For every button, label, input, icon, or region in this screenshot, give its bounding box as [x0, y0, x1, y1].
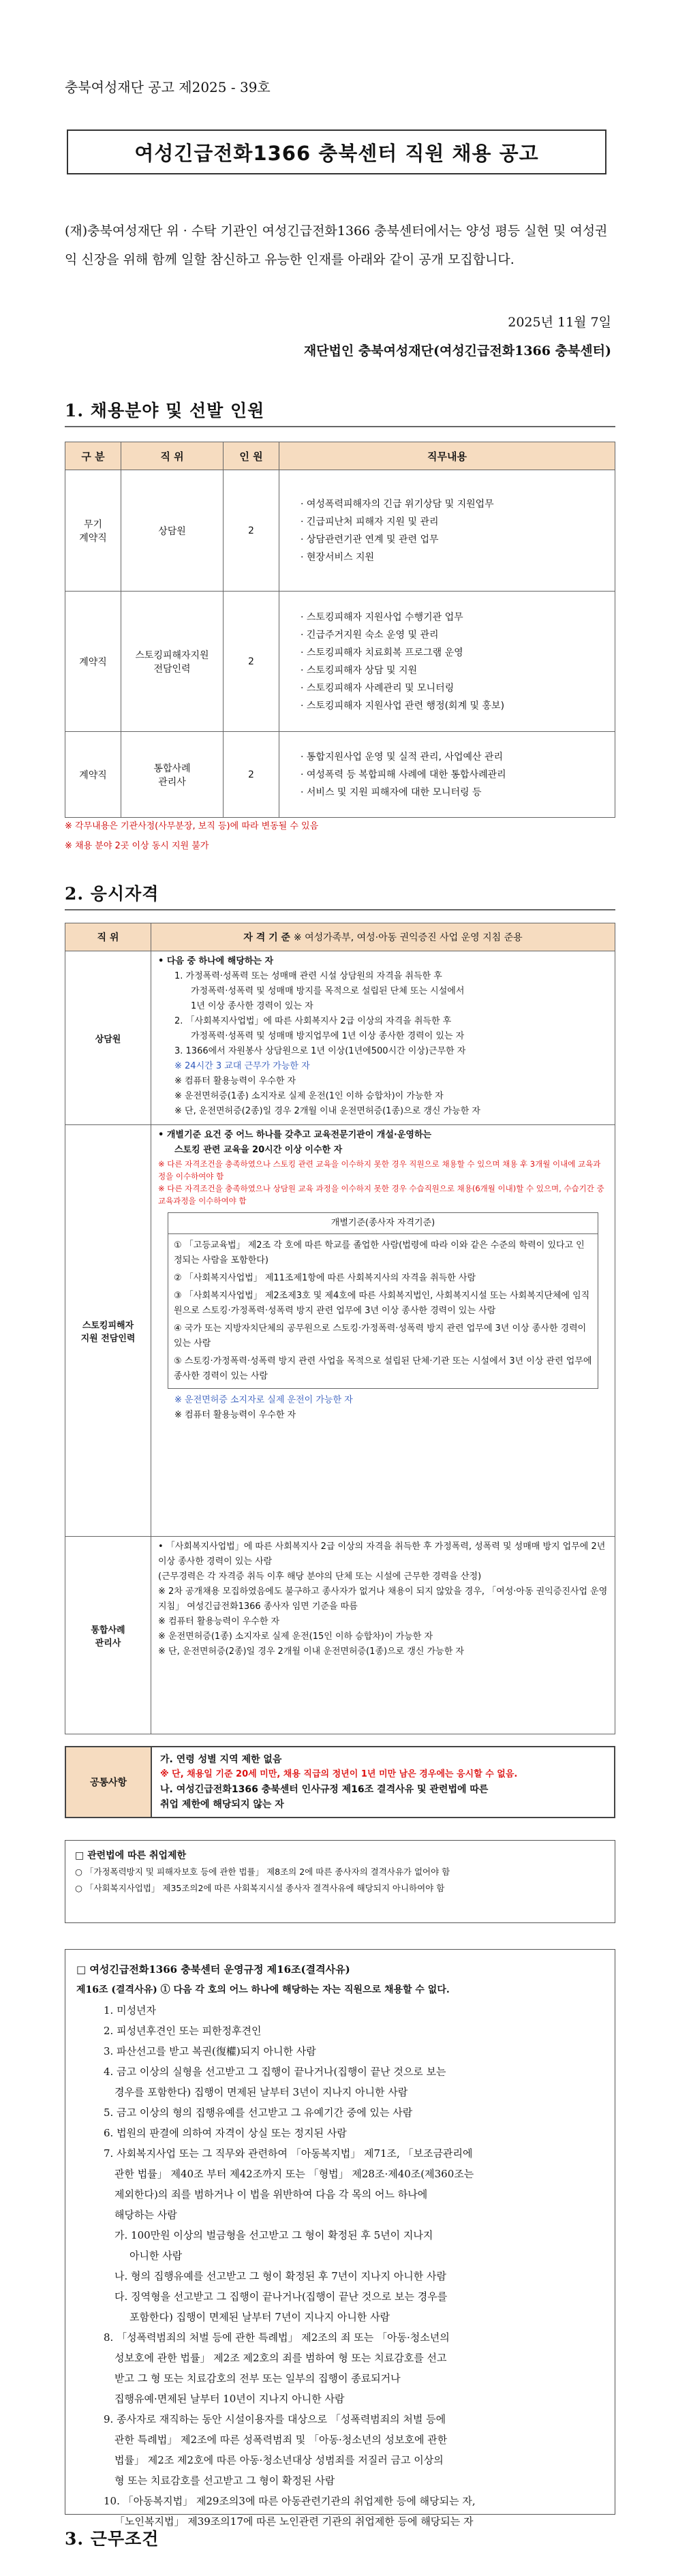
criteria-line: 2. 「사회복지사업법」에 따른 사회복지사 2급 이상의 자격을 취득한 후: [174, 1016, 452, 1026]
disqualification-box: [65, 1949, 615, 2528]
cell-count: 2: [224, 592, 279, 732]
cell-position: 스토킹피해자 지원 전담인력: [65, 1125, 151, 1537]
box-item: ③ 「사회복지사업법」 제2조제3호 및 제4호에 따른 사회복지법인, 사회복지시설 또는 사회복지단체에 임직원으로 스토킹·가정폭력·성폭력 방지 관련 업무에 3년 이상 종사한 경력이 있는 사람: [174, 1291, 590, 1316]
cell-type: 계약직: [65, 592, 121, 732]
disqualification-item: 경우를 포함한다) 집행이 면제된 날부터 3년이 지나지 아니한 사람: [114, 2086, 408, 2098]
table-header-row: [65, 923, 615, 951]
disqualification-item: 관한 특례법」 제2조에 따른 성폭력범죄 및 「아동·청소년의 성보호에 관한: [114, 2434, 448, 2446]
box-title: 개별기준(종사자 자격기준): [168, 1213, 598, 1234]
table-header-row: [65, 442, 615, 470]
duty-item: · 스토킹피해자 지원사업 관련 행정(회계 및 홍보): [301, 697, 614, 715]
criteria-line: 3. 1366에서 자원봉사 상담원으로 1년 이상(1년에500시간 이상)근무한 자: [174, 1046, 466, 1056]
title-box: [67, 129, 606, 174]
common-line: 나. 여성긴급전화1366 충북센터 인사규정 제16조 결격사유 및 관련법에 따른: [160, 1784, 489, 1795]
cell-position: 통합사례 관리사: [65, 1537, 151, 1734]
criteria-note: ※ 컴퓨터 활용능력이 우수한 자: [174, 1410, 296, 1420]
criteria-line: • 개별기준 요건 중 어느 하나를 갖추고 교육전문기관이 개설·운영하는: [158, 1130, 432, 1140]
disqualification-item: 법률」 제2조 제2호에 따른 아동·청소년대상 성범죄를 저질러 금고 이상의: [114, 2454, 444, 2466]
table-row: [65, 592, 615, 732]
duty-item: · 여성폭력피해자의 긴급 위기상담 및 지원업무: [301, 495, 614, 513]
cell-duties: [279, 732, 615, 818]
section-divider: [65, 909, 615, 910]
box-item: ⑤ 스토킹·가정폭력·성폭력 방지 관련 사업을 목적으로 설립된 단체·기관 또는 시설에서 3년 이상 관련 업무에 종사한 경력이 있는 사람: [174, 1356, 592, 1381]
cell-position: 상담원: [121, 470, 224, 592]
cell-duties: [279, 592, 615, 732]
criteria-line: ※ 2차 공개채용 모집하였음에도 불구하고 종사자가 없거나 채용이 되지 않았을 경우, 「여성·아동 권익증진사업 운영 지침」 여성긴급전화1366 종사자 임면 기준을 따름: [158, 1586, 608, 1612]
common-requirements-table: [65, 1746, 615, 1818]
disqualification-item: 포함한다) 집행이 면제된 날부터 7년이 지나지 아니한 사람: [129, 2311, 390, 2323]
criteria-line: 1. 가정폭력·성폭력 또는 성매매 관련 시설 상담원의 자격을 취득한 후: [174, 971, 442, 981]
criteria-red-note: ※ 다른 자격조건을 충족하였으나 상담원 교육 과정을 이수하지 못한 경우 수습직원으로 채용(6개월 이내)할 수 있으며, 수습기간 중 교육과정을 이수하여야 함: [158, 1184, 604, 1206]
section-heading-recruitment: 1. 채용분야 및 선발 인원: [65, 401, 265, 420]
disqualification-item: 다. 징역형을 선고받고 그 집행이 끝나거나(집행이 끝난 것으로 보는 경우를: [114, 2290, 448, 2303]
recruitment-table: [65, 442, 615, 818]
criteria-red-note: ※ 다른 자격조건을 충족하였으나 스토킹 관련 교육을 이수하지 못한 경우 직원으로 채용할 수 있으며 채용 후 3개월 이내에 교육과정을 이수하여야 함: [158, 1159, 601, 1181]
criteria-line: • 「사회복지사업법」에 따른 사회복지사 2급 이상의 자격을 취득한 후 가정폭력, 성폭력 및 성매매 방지 업무에 2년 이상 종사한 경력이 있는 사람: [158, 1542, 606, 1567]
cell-duties: [279, 470, 615, 592]
section-divider: [65, 426, 615, 427]
disqualification-item: 5. 금고 이상의 형의 집행유예를 선고받고 그 유예기간 중에 있는 사람: [104, 2106, 413, 2119]
duty-item: · 여성폭력 등 복합피해 사례에 대한 통합사례관리: [301, 766, 614, 784]
criteria-note: ※ 운전면허증(1종) 소지자로 실제 운전(1인 이하 승합차)이 가능한 자: [174, 1091, 444, 1101]
criteria-line: ※ 단, 운전면허증(2종)일 경우 2개월 이내 운전면허증(1종)으로 갱신 가능한 자: [158, 1646, 464, 1657]
disqualification-item: 형 또는 치료감호를 선고받고 그 형이 확정된 사람: [114, 2474, 335, 2487]
criteria-note: ※ 운전면허증 소지자로 실제 운전이 가능한 자: [174, 1395, 353, 1405]
duty-item: · 서비스 및 지원 피해자에 대한 모니터링 등: [301, 784, 614, 801]
disqualification-item: 집행유예·면제된 날부터 10년이 지나지 아니한 사람: [114, 2393, 345, 2405]
cell-count: 2: [224, 732, 279, 818]
intro-paragraph: (재)충북여성재단 위 · 수탁 기관인 여성긴급전화1366 충북센터에서는 양성 평등 실현 및 여성권익 신장을 위해 함께 일할 참신하고 유능한 인재를 아래와 같이 공개 모집합니다.: [65, 224, 608, 267]
box-item: ○ 「가정폭력방지 및 피해자보호 등에 관한 법률」 제8조의 2에 따른 종사자의 결격사유가 없어야 함: [75, 1867, 450, 1877]
cell-criteria: [151, 1537, 615, 1734]
disqualification-item: 7. 사회복지사업 또는 그 직무와 관련하여 「아동복지법」 제71조, 「보조금관리에: [104, 2147, 473, 2160]
criteria-line: • 다음 중 하나에 해당하는 자: [158, 956, 274, 966]
table-row: [65, 1747, 615, 1818]
box-lead: 제16조 (결격사유) ① 다음 각 호의 어느 하나에 해당하는 자는 직원으로 채용할 수 없다.: [76, 1984, 450, 1995]
duty-item: · 상담관련기관 연계 및 관련 업무: [301, 531, 614, 549]
cell-position: 통합사례 관리사: [121, 732, 224, 818]
disqualification-item: 나. 형의 집행유예를 선고받고 그 형이 확정된 후 7년이 지나지 아니한 사람: [114, 2270, 446, 2282]
note-line: ※ 각무내용은 기관사정(사무분장, 보직 등)에 따라 변동될 수 있음: [65, 821, 319, 831]
box-item: ④ 국가 또는 지방자치단체의 공무원으로 스토킹·가정폭력·성폭력 방지 관련 업무에 3년 이상 종사한 경력이 있는 사람: [174, 1323, 587, 1349]
box-title: □ 여성긴급전화1366 충북센터 운영규정 제16조(결격사유): [76, 1963, 350, 1976]
employment-restriction-box: [65, 1840, 615, 1923]
header-position: 직 위: [121, 442, 224, 470]
criteria-line: ※ 컴퓨터 활용능력이 우수한 자: [158, 1616, 280, 1627]
box-item: ① 「고등교육법」 제2조 각 호에 따른 학교를 졸업한 사람(법령에 따라 이와 같은 수준의 학력이 있다고 인정되는 사람을 포함한다): [174, 1240, 585, 1266]
criteria-line: 1년 이상 종사한 경력이 있는 자: [191, 1001, 313, 1011]
section-heading-qualification: 2. 응시자격: [65, 884, 159, 904]
header-duties: 직무내용: [279, 442, 615, 470]
criteria-line: (근무경력은 각 자격증 취득 이후 해당 분야의 단체 또는 시설에 근무한 경력을 산정): [158, 1571, 482, 1582]
criteria-note: ※ 컴퓨터 활용능력이 우수한 자: [174, 1076, 296, 1086]
disqualification-item: 3. 파산선고를 받고 복권(復權)되지 아니한 사람: [104, 2045, 316, 2057]
box-body: [168, 1234, 598, 1388]
disqualification-item: 가. 100만원 이상의 벌금형을 선고받고 그 형이 확정된 후 5년이 지나지: [114, 2229, 433, 2241]
duty-item: · 스토킹피해자 지원사업 수행기관 업무: [301, 609, 614, 626]
disqualification-item: 1. 미성년자: [104, 2004, 157, 2017]
duty-item: · 현장서비스 지원: [301, 549, 614, 566]
common-body: [151, 1747, 615, 1818]
disqualification-item: 「노인복지법」 제39조의17에 따른 노인관련 기관의 취업제한 등에 해당되는 자: [114, 2515, 474, 2528]
header-type: 구 분: [65, 442, 121, 470]
header-count: 인 원: [224, 442, 279, 470]
cell-position: 상담원: [65, 951, 151, 1125]
duty-item: · 스토킹피해자 사례관리 및 모니터링: [301, 679, 614, 697]
disqualification-item: 받고 그 형 또는 치료감호의 전부 또는 일부의 집행이 종료되거나: [114, 2372, 401, 2385]
box-title: □ 관련법에 따른 취업제한: [75, 1850, 187, 1861]
header-position: 직 위: [65, 923, 151, 951]
qualification-table: [65, 923, 615, 1734]
announcement-date: 2025년 11월 7일: [508, 315, 611, 330]
table-row: [65, 1125, 615, 1537]
cell-count: 2: [224, 470, 279, 592]
disqualification-list: [76, 2000, 604, 2532]
criteria-line: ※ 운전면허증(1종) 소지자로 실제 운전(15인 이하 승합차)이 가능한 자: [158, 1631, 433, 1642]
common-line: 가. 연령 성별 지역 제한 없음: [160, 1754, 282, 1765]
duty-item: · 긴급주거지원 숙소 운영 및 관리: [301, 626, 614, 644]
cell-type: 계약직: [65, 732, 121, 818]
table-row: [65, 732, 615, 818]
disqualification-item: 해당하는 사람: [114, 2209, 177, 2221]
cell-criteria: [151, 1125, 615, 1537]
organization-name: 재단법인 충북여성재단(여성긴급전화1366 충북센터): [303, 343, 611, 358]
section-heading-work-conditions: 3. 근무조건: [65, 2529, 159, 2549]
table-row: [65, 470, 615, 592]
table-row: [65, 951, 615, 1125]
box-item: ② 「사회복지사업법」 제11조제1항에 따른 사회복지사의 자격을 취득한 사람: [174, 1273, 476, 1283]
duty-item: · 스토킹피해자 상담 및 지원: [301, 662, 614, 679]
criteria-line: 가정폭력·성폭력 및 성매매 방지를 목적으로 설립된 단체 또는 시설에서: [191, 986, 465, 996]
criteria-line: 스토킹 관련 교육을 20시간 이상 이수한 자: [174, 1145, 343, 1155]
criteria-line: 가정폭력·성폭력 및 성매매 방지업무에 1년 이상 종사한 경력이 있는 자: [191, 1031, 465, 1041]
duty-item: · 스토킹피해자 치료회복 프로그램 운영: [301, 644, 614, 662]
disqualification-item: 관한 법률」 제40조 부터 제42조까지 또는 「형법」 제28조·제40조(제360조는: [114, 2168, 474, 2180]
criteria-note: ※ 단, 운전면허증(2종)일 경우 2개월 이내 운전면허증(1종)으로 갱신 가능한 자: [174, 1106, 480, 1116]
duty-item: · 통합지원사업 운영 및 실적 관리, 사업예산 관리: [301, 748, 614, 766]
duty-item: · 긴급피난처 피해자 지원 및 관리: [301, 513, 614, 531]
recruitment-notes: [65, 816, 318, 856]
note-line: ※ 채용 분야 2곳 이상 동시 지원 불가: [65, 841, 209, 851]
header-criteria: [151, 923, 615, 951]
page-title: 여성긴급전화1366 충북센터 직원 채용 공고: [134, 141, 539, 165]
box-item: ○ 「사회복지사업법」 제35조의2에 따른 사회복지시설 종사자 결격사유에 해당되지 아니하여야 함: [75, 1883, 445, 1893]
cell-type: 무기 계약직: [65, 470, 121, 592]
individual-criteria-box: [168, 1212, 598, 1389]
disqualification-item: 성보호에 관한 법률」 제2조 제2호의 죄를 범하여 형 또는 치료감호를 선고: [114, 2352, 447, 2364]
disqualification-item: 10. 「아동복지법」 제29조의3에 따른 아동관련기관의 취업제한 등에 해당되는 자,: [104, 2495, 476, 2507]
notice-number: 충북여성재단 공고 제2025 - 39호: [65, 79, 271, 95]
table-row: [65, 1537, 615, 1734]
disqualification-item: 8. 「성폭력범죄의 처벌 등에 관한 특례법」 제2조의 죄 또는 「아동·청소년의: [104, 2331, 450, 2344]
criteria-note: ※ 24시간 3 교대 근무가 가능한 자: [174, 1061, 310, 1071]
disqualification-item: 6. 법원의 판결에 의하여 자격이 상실 또는 정지된 사람: [104, 2127, 347, 2139]
cell-criteria: [151, 951, 615, 1125]
criteria-label: 자 격 기 준: [243, 932, 291, 943]
disqualification-item: 2. 피성년후견인 또는 피한정후견인: [104, 2025, 262, 2037]
disqualification-item: 아니한 사람: [129, 2250, 183, 2262]
common-label: 공통사항: [65, 1747, 151, 1818]
criteria-note: ※ 여성가족부, 여성·아동 권익증진 사업 운영 지침 준용: [293, 932, 523, 943]
disqualification-item: 9. 종사자로 재직하는 동안 시설이용자를 대상으로 「성폭력범죄의 처벌 등에: [104, 2413, 446, 2425]
cell-position: 스토킹피해자지원 전담인력: [121, 592, 224, 732]
common-line-red: ※ 단, 채용일 기준 20세 미만, 채용 직급의 정년이 1년 미만 남은 경우에는 응시할 수 없음.: [160, 1769, 518, 1779]
common-line: 취업 제한에 해당되지 않는 자: [160, 1799, 284, 1810]
disqualification-item: 4. 금고 이상의 실형을 선고받고 그 집행이 끝나거나(집행이 끝난 것으로 보는: [104, 2066, 446, 2078]
disqualification-item: 제외한다)의 죄를 범하거나 이 법을 위반하여 다음 각 목의 어느 하나에: [114, 2188, 428, 2201]
